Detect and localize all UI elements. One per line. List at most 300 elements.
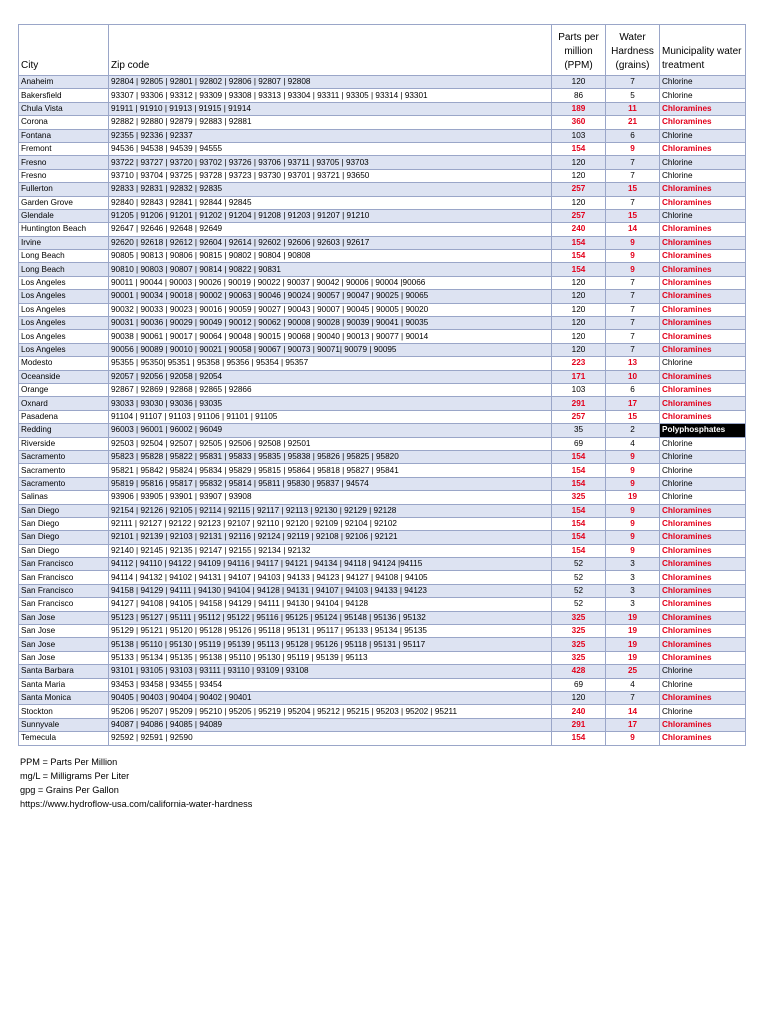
treatment-cell: Polyphosphates: [660, 424, 746, 437]
zip-cell: 95355 | 95350| 95351 | 95358 | 95356 | 95354 | 95357: [109, 357, 552, 370]
hardness-cell: 9: [606, 263, 660, 276]
ppm-cell: 120: [552, 196, 606, 209]
zip-cell: 94127 | 94108 | 94105 | 94158 | 94129 | 94111 | 94130 | 94104 | 94128: [109, 598, 552, 611]
ppm-cell: 360: [552, 116, 606, 129]
zip-cell: 94158 | 94129 | 94111 | 94130 | 94104 | 94128 | 94131 | 94107 | 94103 | 94133 | 94123: [109, 584, 552, 597]
table-row: [19, 116, 746, 129]
ppm-cell: 69: [552, 678, 606, 691]
hardness-cell: 15: [606, 209, 660, 222]
ppm-cell: 257: [552, 410, 606, 423]
hardness-cell: 6: [606, 383, 660, 396]
hardness-cell: 4: [606, 437, 660, 450]
hardness-cell: 7: [606, 303, 660, 316]
ppm-cell: 325: [552, 638, 606, 651]
table-row: [19, 598, 746, 611]
header-city: City: [19, 25, 109, 76]
ppm-cell: 86: [552, 89, 606, 102]
hardness-cell: 7: [606, 317, 660, 330]
ppm-cell: 325: [552, 651, 606, 664]
zip-cell: 90011 | 90044 | 90003 | 90026 | 90019 | 90022 | 90037 | 90042 | 90006 | 90004 |90066: [109, 276, 552, 289]
treatment-cell: Chloramines: [660, 732, 746, 745]
city-cell: San Francisco: [19, 571, 109, 584]
treatment-cell: Chloramines: [660, 571, 746, 584]
ppm-cell: 120: [552, 317, 606, 330]
treatment-cell: Chlorine: [660, 437, 746, 450]
table-row: [19, 625, 746, 638]
zip-cell: 92620 | 92618 | 92612 | 92604 | 92614 | 92602 | 92606 | 92603 | 92617: [109, 236, 552, 249]
treatment-cell: Chloramines: [660, 504, 746, 517]
table-row: [19, 437, 746, 450]
treatment-cell: Chloramines: [660, 330, 746, 343]
city-cell: Glendale: [19, 209, 109, 222]
city-cell: Fontana: [19, 129, 109, 142]
hardness-cell: 9: [606, 450, 660, 463]
treatment-cell: Chloramines: [660, 558, 746, 571]
hardness-cell: 2: [606, 424, 660, 437]
ppm-cell: 154: [552, 142, 606, 155]
water-hardness-table: [18, 24, 746, 746]
treatment-cell: Chlorine: [660, 209, 746, 222]
zip-cell: 93906 | 93905 | 93901 | 93907 | 93908: [109, 491, 552, 504]
treatment-cell: Chloramines: [660, 584, 746, 597]
ppm-cell: 154: [552, 263, 606, 276]
table-row: [19, 571, 746, 584]
table-row: [19, 464, 746, 477]
zip-cell: 91104 | 91107 | 91103 | 91106 | 91101 | 91105: [109, 410, 552, 423]
city-cell: Sunnyvale: [19, 718, 109, 731]
zip-cell: 90805 | 90813 | 90806 | 90815 | 90802 | 90804 | 90808: [109, 250, 552, 263]
table-body: [19, 76, 746, 746]
table-row: [19, 450, 746, 463]
table-row: [19, 156, 746, 169]
ppm-cell: 120: [552, 76, 606, 89]
table-row: [19, 196, 746, 209]
city-cell: Long Beach: [19, 263, 109, 276]
treatment-cell: Chloramines: [660, 397, 746, 410]
table-row: [19, 651, 746, 664]
hardness-cell: 5: [606, 89, 660, 102]
note-source-link[interactable]: https://www.hydroflow-usa.com/california-water-hardness: [20, 799, 253, 809]
zip-cell: 92592 | 92591 | 92590: [109, 732, 552, 745]
zip-cell: 92840 | 92843 | 92841 | 92844 | 92845: [109, 196, 552, 209]
table-row: [19, 183, 746, 196]
zip-cell: 94536 | 94538 | 94539 | 94555: [109, 142, 552, 155]
treatment-cell: Chloramines: [660, 638, 746, 651]
treatment-cell: Chlorine: [660, 76, 746, 89]
hardness-cell: 17: [606, 397, 660, 410]
table-row: [19, 558, 746, 571]
hardness-cell: 7: [606, 330, 660, 343]
ppm-cell: 428: [552, 665, 606, 678]
city-cell: Long Beach: [19, 250, 109, 263]
hardness-cell: 9: [606, 464, 660, 477]
city-cell: Orange: [19, 383, 109, 396]
table-row: [19, 317, 746, 330]
treatment-cell: Chlorine: [660, 491, 746, 504]
hardness-cell: 3: [606, 598, 660, 611]
zip-cell: 95129 | 95121 | 95120 | 95128 | 95126 | 95118 | 95131 | 95117 | 95133 | 95134 | 95135: [109, 625, 552, 638]
table-row: [19, 343, 746, 356]
ppm-cell: 69: [552, 437, 606, 450]
treatment-cell: Chloramines: [660, 276, 746, 289]
city-cell: Temecula: [19, 732, 109, 745]
table-row: [19, 517, 746, 530]
table-row: [19, 263, 746, 276]
ppm-cell: 120: [552, 156, 606, 169]
zip-cell: 95133 | 95134 | 95135 | 95138 | 95110 | 95130 | 95119 | 95139 | 95113: [109, 651, 552, 664]
table-row: [19, 491, 746, 504]
hardness-cell: 7: [606, 276, 660, 289]
zip-cell: 90405 | 90403 | 90404 | 90402 | 90401: [109, 691, 552, 704]
treatment-cell: Chlorine: [660, 156, 746, 169]
hardness-cell: 7: [606, 196, 660, 209]
city-cell: Sacramento: [19, 477, 109, 490]
zip-cell: 93101 | 93105 | 93103 | 93111 | 93110 | 93109 | 93108: [109, 665, 552, 678]
table-row: [19, 638, 746, 651]
hardness-cell: 7: [606, 76, 660, 89]
ppm-cell: 103: [552, 383, 606, 396]
hardness-cell: 7: [606, 691, 660, 704]
note-mgl: mg/L = Milligrams Per Liter: [20, 771, 130, 781]
treatment-cell: Chloramines: [660, 531, 746, 544]
treatment-cell: Chlorine: [660, 450, 746, 463]
treatment-cell: Chlorine: [660, 477, 746, 490]
treatment-cell: Chloramines: [660, 236, 746, 249]
zip-cell: 92140 | 92145 | 92135 | 92147 | 92155 | 92134 | 92132: [109, 544, 552, 557]
table-row: [19, 276, 746, 289]
header-row: [19, 25, 746, 76]
city-cell: Sacramento: [19, 464, 109, 477]
hardness-cell: 21: [606, 116, 660, 129]
treatment-cell: Chloramines: [660, 718, 746, 731]
city-cell: Oceanside: [19, 370, 109, 383]
zip-cell: 92647 | 92646 | 92648 | 92649: [109, 223, 552, 236]
zip-cell: 94087 | 94086 | 94085 | 94089: [109, 718, 552, 731]
treatment-cell: Chloramines: [660, 370, 746, 383]
hardness-cell: 15: [606, 410, 660, 423]
table-row: [19, 209, 746, 222]
header-hardness: Water Hardness (grains): [606, 25, 660, 76]
city-cell: Salinas: [19, 491, 109, 504]
table-row: [19, 303, 746, 316]
ppm-cell: 103: [552, 129, 606, 142]
hardness-cell: 14: [606, 223, 660, 236]
table-row: [19, 477, 746, 490]
ppm-cell: 52: [552, 571, 606, 584]
ppm-cell: 257: [552, 183, 606, 196]
zip-cell: 93307 | 93306 | 93312 | 93309 | 93308 | 93313 | 93304 | 93311 | 93305 | 93314 | 93301: [109, 89, 552, 102]
table-row: [19, 142, 746, 155]
table-row: [19, 691, 746, 704]
hardness-cell: 13: [606, 357, 660, 370]
city-cell: Santa Monica: [19, 691, 109, 704]
zip-cell: 95206 | 95207 | 95209 | 95210 | 95205 | 95219 | 95204 | 95212 | 95215 | 95203 | 95202 | 95211: [109, 705, 552, 718]
table-row: [19, 705, 746, 718]
zip-cell: 90056 | 90089 | 90010 | 90021 | 90058 | 90067 | 90073 | 90071| 90079 | 90095: [109, 343, 552, 356]
city-cell: Santa Maria: [19, 678, 109, 691]
hardness-cell: 9: [606, 477, 660, 490]
table-row: [19, 236, 746, 249]
city-cell: Chula Vista: [19, 102, 109, 115]
zip-cell: 92101 | 92139 | 92103 | 92131 | 92116 | 92124 | 92119 | 92108 | 92106 | 92121: [109, 531, 552, 544]
treatment-cell: Chloramines: [660, 544, 746, 557]
hardness-cell: 9: [606, 504, 660, 517]
city-cell: Garden Grove: [19, 196, 109, 209]
zip-cell: 95821 | 95842 | 95824 | 95834 | 95829 | 95815 | 95864 | 95818 | 95827 | 95841: [109, 464, 552, 477]
ppm-cell: 240: [552, 223, 606, 236]
zip-cell: 93033 | 93030 | 93036 | 93035: [109, 397, 552, 410]
hardness-cell: 11: [606, 102, 660, 115]
ppm-cell: 154: [552, 544, 606, 557]
ppm-cell: 120: [552, 303, 606, 316]
table-row: [19, 410, 746, 423]
zip-cell: 92057 | 92056 | 92058 | 92054: [109, 370, 552, 383]
city-cell: Fremont: [19, 142, 109, 155]
table-row: [19, 250, 746, 263]
note-ppm: PPM = Parts Per Million: [20, 757, 118, 767]
ppm-cell: 154: [552, 531, 606, 544]
table-row: [19, 504, 746, 517]
ppm-cell: 223: [552, 357, 606, 370]
ppm-cell: 189: [552, 102, 606, 115]
treatment-cell: Chloramines: [660, 250, 746, 263]
city-cell: Corona: [19, 116, 109, 129]
hardness-cell: 9: [606, 142, 660, 155]
city-cell: Santa Barbara: [19, 665, 109, 678]
treatment-cell: Chloramines: [660, 611, 746, 624]
table-row: [19, 102, 746, 115]
treatment-cell: Chloramines: [660, 517, 746, 530]
hardness-cell: 3: [606, 584, 660, 597]
treatment-cell: Chloramines: [660, 691, 746, 704]
zip-cell: 92833 | 92831 | 92832 | 92835: [109, 183, 552, 196]
ppm-cell: 154: [552, 504, 606, 517]
hardness-cell: 17: [606, 718, 660, 731]
table-row: [19, 330, 746, 343]
hardness-cell: 15: [606, 183, 660, 196]
treatment-cell: Chlorine: [660, 464, 746, 477]
zip-cell: 93453 | 93458 | 93455 | 93454: [109, 678, 552, 691]
hardness-cell: 9: [606, 732, 660, 745]
ppm-cell: 325: [552, 491, 606, 504]
city-cell: San Jose: [19, 638, 109, 651]
zip-cell: 92503 | 92504 | 92507 | 92505 | 92506 | 92508 | 92501: [109, 437, 552, 450]
city-cell: Anaheim: [19, 76, 109, 89]
hardness-cell: 14: [606, 705, 660, 718]
ppm-cell: 120: [552, 276, 606, 289]
ppm-cell: 171: [552, 370, 606, 383]
ppm-cell: 52: [552, 584, 606, 597]
ppm-cell: 154: [552, 464, 606, 477]
city-cell: San Jose: [19, 625, 109, 638]
treatment-cell: Chloramines: [660, 116, 746, 129]
footnotes: [20, 755, 252, 811]
table-row: [19, 424, 746, 437]
treatment-cell: Chloramines: [660, 598, 746, 611]
zip-cell: 91205 | 91206 | 91201 | 91202 | 91204 | 91208 | 91203 | 91207 | 91210: [109, 209, 552, 222]
table-row: [19, 732, 746, 745]
city-cell: San Jose: [19, 611, 109, 624]
zip-cell: 90031 | 90036 | 90029 | 90049 | 90012 | 90062 | 90008 | 90028 | 90039 | 90041 | 90035: [109, 317, 552, 330]
city-cell: Los Angeles: [19, 290, 109, 303]
hardness-cell: 19: [606, 651, 660, 664]
zip-cell: 90810 | 90803 | 90807 | 90814 | 90822 | 90831: [109, 263, 552, 276]
hardness-cell: 9: [606, 517, 660, 530]
table-row: [19, 370, 746, 383]
city-cell: Pasadena: [19, 410, 109, 423]
ppm-cell: 291: [552, 397, 606, 410]
zip-cell: 92804 | 92805 | 92801 | 92802 | 92806 | 92807 | 92808: [109, 76, 552, 89]
zip-cell: 92111 | 92127 | 92122 | 92123 | 92107 | 92110 | 92120 | 92109 | 92104 | 92102: [109, 517, 552, 530]
table-row: [19, 357, 746, 370]
table-row: [19, 290, 746, 303]
city-cell: Oxnard: [19, 397, 109, 410]
city-cell: Los Angeles: [19, 330, 109, 343]
treatment-cell: Chloramines: [660, 142, 746, 155]
ppm-cell: 154: [552, 250, 606, 263]
treatment-cell: Chloramines: [660, 343, 746, 356]
hardness-cell: 19: [606, 625, 660, 638]
city-cell: Riverside: [19, 437, 109, 450]
hardness-cell: 9: [606, 531, 660, 544]
city-cell: Los Angeles: [19, 276, 109, 289]
hardness-cell: 3: [606, 571, 660, 584]
city-cell: San Jose: [19, 651, 109, 664]
note-gpg: gpg = Grains Per Gallon: [20, 785, 119, 795]
hardness-cell: 10: [606, 370, 660, 383]
header-treatment: Municipality water treatment: [660, 25, 746, 76]
zip-cell: 92867 | 92869 | 92868 | 92865 | 92866: [109, 383, 552, 396]
treatment-cell: Chloramines: [660, 410, 746, 423]
zip-cell: 90038 | 90061 | 90017 | 90064 | 90048 | 90015 | 90068 | 90040 | 90013 | 90077 | 90014: [109, 330, 552, 343]
hardness-cell: 7: [606, 343, 660, 356]
city-cell: Los Angeles: [19, 343, 109, 356]
city-cell: San Diego: [19, 517, 109, 530]
zip-cell: 92882 | 92880 | 92879 | 92883 | 92881: [109, 116, 552, 129]
ppm-cell: 52: [552, 598, 606, 611]
city-cell: San Diego: [19, 504, 109, 517]
zip-cell: 94114 | 94132 | 94102 | 94131 | 94107 | 94103 | 94133 | 94123 | 94127 | 94108 | 94105: [109, 571, 552, 584]
city-cell: Bakersfield: [19, 89, 109, 102]
ppm-cell: 154: [552, 236, 606, 249]
city-cell: Irvine: [19, 236, 109, 249]
hardness-cell: 9: [606, 250, 660, 263]
zip-cell: 93722 | 93727 | 93720 | 93702 | 93726 | 93706 | 93711 | 93705 | 93703: [109, 156, 552, 169]
zip-cell: 93710 | 93704 | 93725 | 93728 | 93723 | 93730 | 93701 | 93721 | 93650: [109, 169, 552, 182]
table-row: [19, 223, 746, 236]
ppm-cell: 120: [552, 290, 606, 303]
ppm-cell: 120: [552, 691, 606, 704]
zip-cell: 90001 | 90034 | 90018 | 90002 | 90063 | 90046 | 90024 | 90057 | 90047 | 90025 | 90065: [109, 290, 552, 303]
table-row: [19, 611, 746, 624]
treatment-cell: Chlorine: [660, 89, 746, 102]
zip-cell: 95823 | 95828 | 95822 | 95831 | 95833 | 95835 | 95838 | 95826 | 95825 | 95820: [109, 450, 552, 463]
treatment-cell: Chloramines: [660, 290, 746, 303]
hardness-cell: 19: [606, 611, 660, 624]
treatment-cell: Chlorine: [660, 129, 746, 142]
city-cell: Fresno: [19, 169, 109, 182]
table-row: [19, 531, 746, 544]
treatment-cell: Chloramines: [660, 196, 746, 209]
treatment-cell: Chloramines: [660, 303, 746, 316]
zip-cell: 92154 | 92126 | 92105 | 92114 | 92115 | 92117 | 92113 | 92130 | 92129 | 92128: [109, 504, 552, 517]
hardness-cell: 7: [606, 169, 660, 182]
zip-cell: 95819 | 95816 | 95817 | 95832 | 95814 | 95811 | 95830 | 95837 | 94574: [109, 477, 552, 490]
zip-cell: 94112 | 94110 | 94122 | 94109 | 94116 | 94117 | 94121 | 94134 | 94118 | 94124 |94115: [109, 558, 552, 571]
ppm-cell: 257: [552, 209, 606, 222]
city-cell: San Diego: [19, 531, 109, 544]
city-cell: San Francisco: [19, 558, 109, 571]
treatment-cell: Chloramines: [660, 183, 746, 196]
hardness-cell: 9: [606, 236, 660, 249]
hardness-cell: 19: [606, 491, 660, 504]
ppm-cell: 35: [552, 424, 606, 437]
hardness-cell: 25: [606, 665, 660, 678]
zip-cell: 92355 | 92336 | 92337: [109, 129, 552, 142]
ppm-cell: 240: [552, 705, 606, 718]
zip-cell: 95123 | 95127 | 95111 | 95112 | 95122 | 95116 | 95125 | 95124 | 95148 | 95136 | 95132: [109, 611, 552, 624]
treatment-cell: Chlorine: [660, 678, 746, 691]
header-ppm: Parts per million (PPM): [552, 25, 606, 76]
ppm-cell: 325: [552, 611, 606, 624]
table-row: [19, 129, 746, 142]
table-row: [19, 397, 746, 410]
header-zip: Zip code: [109, 25, 552, 76]
hardness-cell: 19: [606, 638, 660, 651]
table-row: [19, 544, 746, 557]
ppm-cell: 154: [552, 517, 606, 530]
treatment-cell: Chloramines: [660, 383, 746, 396]
ppm-cell: 52: [552, 558, 606, 571]
hardness-cell: 3: [606, 558, 660, 571]
ppm-cell: 120: [552, 330, 606, 343]
city-cell: Modesto: [19, 357, 109, 370]
hardness-cell: 6: [606, 129, 660, 142]
city-cell: San Francisco: [19, 584, 109, 597]
treatment-cell: Chloramines: [660, 625, 746, 638]
treatment-cell: Chloramines: [660, 651, 746, 664]
zip-cell: 91911 | 91910 | 91913 | 91915 | 91914: [109, 102, 552, 115]
ppm-cell: 120: [552, 169, 606, 182]
table-row: [19, 678, 746, 691]
table-row: [19, 169, 746, 182]
city-cell: Huntington Beach: [19, 223, 109, 236]
treatment-cell: Chloramines: [660, 223, 746, 236]
city-cell: Redding: [19, 424, 109, 437]
hardness-cell: 7: [606, 156, 660, 169]
zip-cell: 90032 | 90033 | 90023 | 90016 | 90059 | 90027 | 90043 | 90007 | 90045 | 90005 | 90020: [109, 303, 552, 316]
table-row: [19, 665, 746, 678]
table-row: [19, 76, 746, 89]
table-row: [19, 584, 746, 597]
city-cell: Stockton: [19, 705, 109, 718]
ppm-cell: 154: [552, 732, 606, 745]
treatment-cell: Chlorine: [660, 665, 746, 678]
city-cell: Fresno: [19, 156, 109, 169]
city-cell: San Diego: [19, 544, 109, 557]
ppm-cell: 325: [552, 625, 606, 638]
treatment-cell: Chlorine: [660, 169, 746, 182]
city-cell: Los Angeles: [19, 317, 109, 330]
table-row: [19, 718, 746, 731]
zip-cell: 96003 | 96001 | 96002 | 96049: [109, 424, 552, 437]
hardness-cell: 7: [606, 290, 660, 303]
ppm-cell: 154: [552, 450, 606, 463]
treatment-cell: Chloramines: [660, 102, 746, 115]
table-row: [19, 383, 746, 396]
hardness-cell: 9: [606, 544, 660, 557]
hardness-cell: 4: [606, 678, 660, 691]
